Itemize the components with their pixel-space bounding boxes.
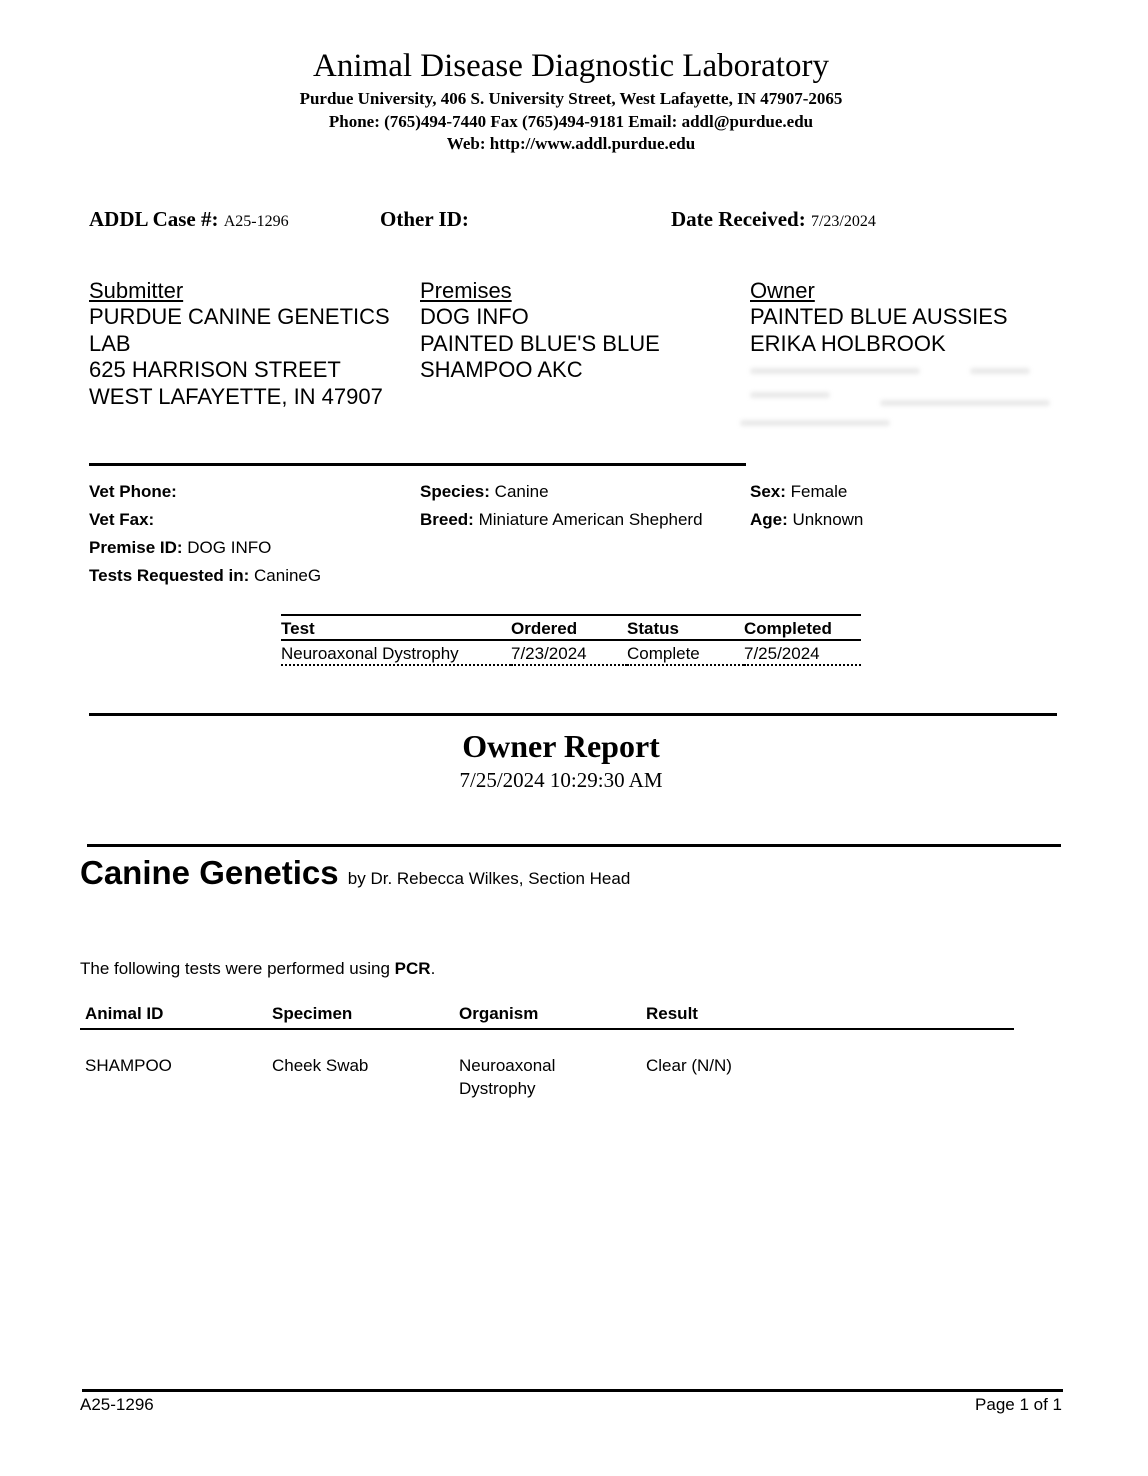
submitter-line: 625 HARRISON STREET	[89, 357, 341, 382]
vet-fax-label: Vet Fax:	[89, 510, 155, 529]
sex-value: Female	[790, 482, 848, 501]
column-header: Animal ID	[80, 1003, 267, 1029]
species-value: Canine	[494, 482, 549, 501]
submitter-line: PURDUE CANINE GENETICS	[89, 304, 390, 329]
breed-label: Breed:	[420, 510, 474, 529]
section-heading	[80, 854, 630, 892]
date-received-label: Date Received:	[671, 207, 806, 231]
redacted-owner-address	[730, 360, 1060, 440]
animal-info-column	[420, 478, 703, 534]
owner-heading: Owner	[750, 278, 815, 303]
owner-line: ERIKA HOLBROOK	[750, 330, 946, 356]
submitter-block	[89, 278, 390, 410]
lab-address: Purdue University, 406 S. University Street, West Lafayette, IN 47907-2065	[299, 89, 843, 108]
method-note	[80, 959, 435, 979]
date-received	[671, 207, 876, 232]
footer-case-id: A25-1296	[80, 1395, 154, 1414]
footer-page-number: Page 1 of 1	[975, 1395, 1062, 1414]
case-number-label: ADDL Case #:	[89, 207, 219, 231]
case-number-value: A25-1296	[223, 213, 289, 230]
table-cell: SHAMPOO	[85, 1056, 172, 1075]
report-title: Owner Report	[462, 728, 660, 764]
report-datetime: 7/25/2024 10:29:30 AM	[459, 768, 663, 792]
divider	[87, 844, 1061, 847]
tests-table-header	[281, 615, 861, 640]
submitter-line: WEST LAFAYETTE, IN 47907	[89, 383, 383, 409]
lab-title: Animal Disease Diagnostic Laboratory	[313, 48, 829, 84]
results-table-header	[80, 1003, 1014, 1029]
lab-web: Web: http://www.addl.purdue.edu	[446, 134, 696, 153]
section-byline: by Dr. Rebecca Wilkes, Section Head	[347, 869, 631, 888]
premises-block	[420, 278, 660, 384]
premises-line: DOG INFO	[420, 304, 529, 329]
column-header: Status	[627, 615, 744, 640]
owner-line: PAINTED BLUE AUSSIES	[750, 304, 1008, 329]
sex-age-column	[750, 478, 863, 534]
note-suffix: .	[430, 959, 436, 978]
footer-divider	[82, 1389, 1063, 1392]
table-cell: 7/23/2024	[511, 640, 627, 665]
owner-block	[750, 278, 1008, 357]
submitter-line: LAB	[89, 330, 131, 356]
table-cell: Complete	[627, 640, 744, 665]
table-cell: 7/25/2024	[744, 640, 861, 665]
premise-id-label: Premise ID:	[89, 538, 183, 557]
table-row	[281, 640, 861, 665]
vet-info-column	[89, 478, 321, 590]
table-row	[80, 1029, 1014, 1100]
column-header: Organism	[454, 1003, 641, 1029]
column-header: Completed	[744, 615, 861, 640]
divider	[89, 463, 746, 466]
case-number	[89, 207, 289, 232]
note-prefix: The following tests were performed using	[80, 959, 395, 978]
premise-id-value: DOG INFO	[187, 538, 272, 557]
sex-label: Sex:	[750, 482, 786, 501]
divider	[89, 713, 1057, 716]
column-header: Result	[641, 1003, 1014, 1029]
date-received-value: 7/23/2024	[810, 213, 876, 230]
table-cell: Neuroaxonal Dystrophy	[459, 1056, 556, 1098]
submitter-heading: Submitter	[89, 278, 184, 303]
premises-line: SHAMPOO AKC	[420, 357, 583, 382]
age-value: Unknown	[792, 510, 864, 529]
tests-requested-label: Tests Requested in:	[89, 566, 250, 585]
breed-value: Miniature American Shepherd	[478, 510, 703, 529]
results-table	[80, 1003, 1014, 1100]
column-header: Test	[281, 615, 511, 640]
table-cell: Cheek Swab	[272, 1056, 369, 1075]
note-method: PCR	[394, 959, 431, 978]
column-header: Ordered	[511, 615, 627, 640]
column-header: Specimen	[267, 1003, 454, 1029]
lab-contact: Phone: (765)494-7440 Fax (765)494-9181 Email: addl@purdue.edu	[328, 112, 814, 131]
vet-phone-label: Vet Phone:	[89, 482, 177, 501]
table-cell: Neuroaxonal Dystrophy	[281, 640, 511, 665]
premises-line: PAINTED BLUE'S BLUE	[420, 330, 660, 356]
tests-table	[281, 614, 861, 666]
premises-heading: Premises	[420, 278, 512, 303]
age-label: Age:	[750, 510, 788, 529]
section-title: Canine Genetics	[80, 854, 339, 891]
other-id-label: Other ID:	[380, 207, 469, 231]
tests-requested-value: CanineG	[254, 566, 322, 585]
species-label: Species:	[420, 482, 490, 501]
table-cell: Clear (N/N)	[646, 1056, 732, 1075]
